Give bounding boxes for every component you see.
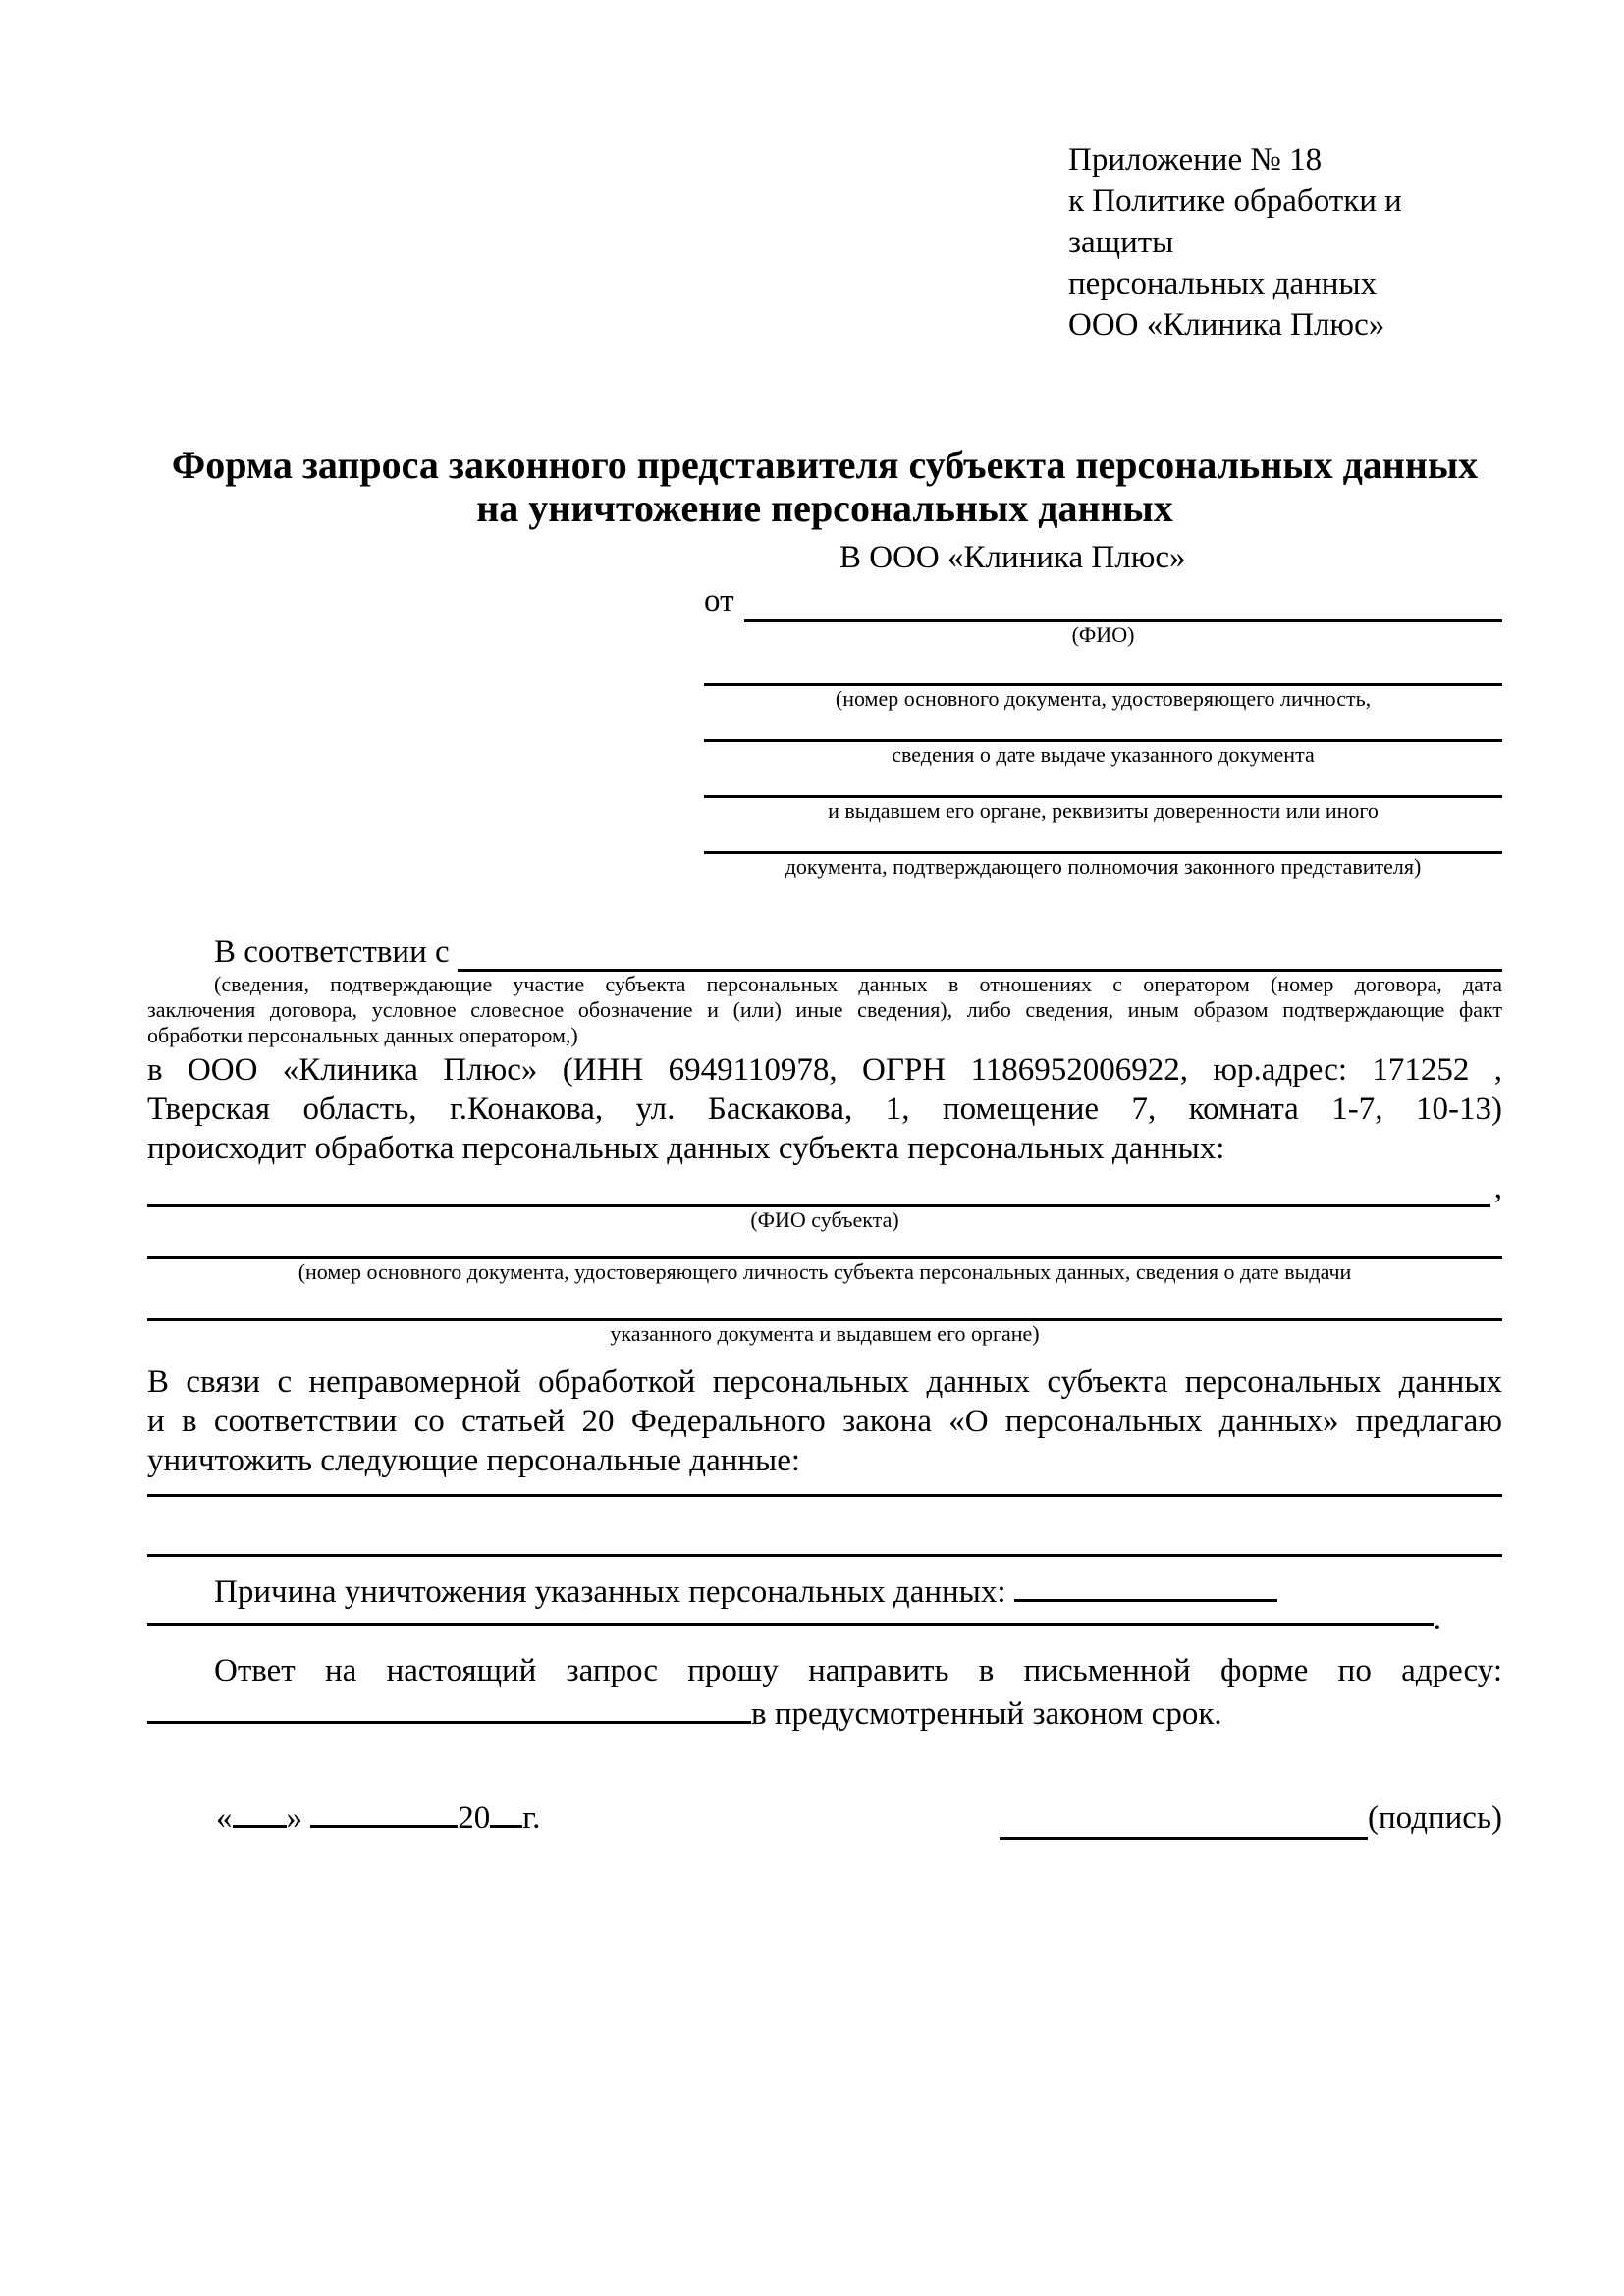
reply-clause: Ответ на настоящий запрос прошу направить в письменной форме по адресу: — [214, 1653, 1502, 1688]
demand-line-1: В связи с неправомерной обработкой персональных данных субъекта персональных данных — [147, 1364, 1502, 1400]
field-caption-3: и выдавшем его органе, реквизиты доверенности или иного — [828, 798, 1379, 823]
form-title-line-2: на уничтожение персональных данных — [476, 486, 1173, 530]
date-year-suffix: г. — [522, 1800, 541, 1836]
personal-data-blank-line-1[interactable] — [147, 1480, 1502, 1497]
appendix-line-1: Приложение № 18 — [1068, 142, 1323, 178]
fio-subject-comma: , — [1493, 1170, 1502, 1205]
date-month-blank[interactable] — [310, 1824, 458, 1828]
reason-period: . — [1433, 1601, 1441, 1636]
personal-data-blank-line-2[interactable] — [147, 1497, 1502, 1557]
demand-line-2: и в соответствии со статьей 20 Федерального закона «О персональных данных» предлагаю — [147, 1404, 1502, 1439]
reason-input-line[interactable] — [1014, 1598, 1277, 1602]
appendix-line-2: к Политике обработки и защиты — [1068, 184, 1402, 260]
accordance-note-line-2: заключения договора, условное словесное обозначение и (или) иные сведения), либо сведения, иным образом подтверждающие факт — [147, 997, 1502, 1022]
operator-line-2: Тверская область, г.Конакова, ул. Баскакова, 1, помещение 7, комната 1-7, 10-13) — [147, 1092, 1502, 1127]
date-field[interactable] — [216, 1796, 540, 1840]
date-quote-open: « — [216, 1800, 233, 1836]
reason-label: Причина уничтожения указанных персональных данных: — [214, 1575, 1006, 1610]
subject-document-line-2[interactable] — [147, 1285, 1502, 1321]
accordance-note-line-3: обработки персональных данных оператором,) — [147, 1023, 578, 1047]
accordance-label: В соответствии с — [214, 934, 450, 970]
operator-details-paragraph — [147, 1050, 1502, 1168]
document-body — [147, 933, 1502, 1840]
subject-document-caption-1: (номер основного документа, удостоверяющего личность субъекта персональных данных, сведения о дате выдачи — [298, 1259, 1352, 1284]
fio-caption: (ФИО) — [1071, 622, 1135, 647]
date-quote-close: » — [286, 1800, 302, 1836]
representative-document-line-3[interactable] — [704, 768, 1502, 798]
form-title — [147, 444, 1502, 530]
operator-line-1: в ООО «Клиника Плюс» (ИНН 6949110978, ОГРН 1186952006922, юр.адрес: 171252 , — [147, 1052, 1502, 1088]
reason-clause — [147, 1573, 1502, 1612]
accordance-clause — [147, 933, 1502, 972]
accordance-note-line-1: (сведения, подтверждающие участие субъекта персональных данных в отношениях с оператором (номер договора, дата — [214, 972, 1502, 996]
reply-address-row — [147, 1694, 1502, 1734]
signature-row — [147, 1796, 1502, 1840]
date-day-blank[interactable] — [233, 1824, 287, 1828]
subject-document-line-1[interactable] — [147, 1233, 1502, 1259]
reply-tail: в предусмотренный законом срок. — [751, 1696, 1222, 1732]
reply-address-input-line[interactable] — [147, 1720, 751, 1724]
fio-subject-input-line[interactable] — [147, 1179, 1490, 1207]
date-year-prefix: 20 — [458, 1800, 491, 1836]
from-label: от — [704, 583, 734, 618]
demand-paragraph — [147, 1362, 1502, 1480]
representative-document-line-4[interactable] — [704, 824, 1502, 854]
subject-document-caption-2: указанного документа и выдавшем его органе) — [610, 1321, 1040, 1346]
operator-line-3: происходит обработка персональных данных субъекта персональных данных: — [147, 1131, 1225, 1166]
field-caption-1: (номер основного документа, удостоверяющего личность, — [835, 686, 1372, 711]
date-year-blank[interactable] — [490, 1824, 522, 1828]
appendix-line-3: персональных данных — [1068, 266, 1378, 301]
accordance-note — [147, 972, 1502, 1048]
field-caption-2: сведения о дате выдаче указанного документа — [892, 742, 1315, 767]
signature-caption: (подпись) — [1368, 1800, 1502, 1836]
reason-continuation-line[interactable] — [147, 1609, 1434, 1626]
appendix-reference — [1068, 0, 1502, 346]
addressee-block — [704, 536, 1502, 880]
demand-line-3: уничтожить следующие персональные данные: — [147, 1443, 801, 1478]
appendix-line-4: ООО «Клиника Плюс» — [1068, 307, 1385, 343]
representative-document-line-2[interactable] — [704, 712, 1502, 742]
signature-line[interactable] — [1000, 1836, 1368, 1840]
fio-subject-caption: (ФИО субъекта) — [750, 1207, 899, 1232]
form-title-line-1: Форма запроса законного представителя субъекта персональных данных — [171, 443, 1479, 487]
addressee-organization: В ООО «Клиника Плюс» — [839, 540, 1186, 575]
representative-document-line-1[interactable] — [704, 648, 1502, 686]
field-caption-4: документа, подтверждающего полномочия законного представителя) — [785, 854, 1422, 879]
